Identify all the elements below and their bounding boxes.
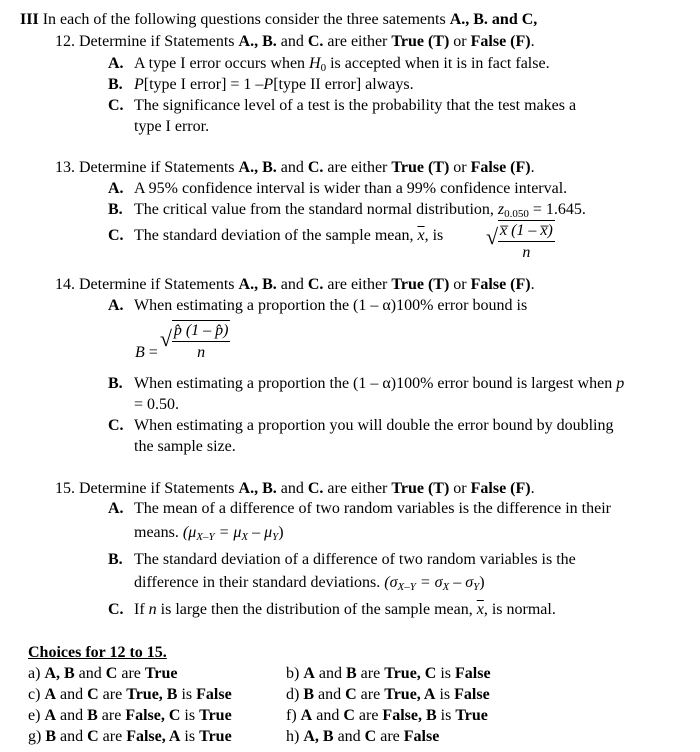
q14-formula: [135, 320, 230, 361]
choice-fragment: True, A: [384, 686, 436, 703]
b-symbol: B: [135, 344, 145, 362]
fraction-numerator: p̂ (1 – p̂): [172, 323, 231, 342]
q14-statement-c: [108, 418, 613, 434]
statement-text: The mean of a difference of two random variables is the difference in their: [134, 500, 611, 517]
statement-text: When estimating a proportion you will double the error bound by doubling: [134, 417, 614, 434]
choice-fragment: True: [455, 707, 488, 724]
statement-text: means.: [134, 524, 183, 541]
question-12-stem: [55, 34, 535, 50]
statement-label: A.: [108, 180, 124, 197]
formula-lhs: [135, 344, 162, 361]
q14-statement-a: [108, 298, 527, 314]
choice-fragment: False: [196, 686, 232, 703]
choice-item: [28, 687, 232, 703]
header-abc: A., B. and C,: [449, 11, 538, 28]
formula: – σ: [449, 574, 474, 591]
statement-label: A.: [108, 297, 124, 314]
determine-text: [79, 33, 535, 50]
stem-fragment: and: [276, 159, 308, 176]
choice-fragment: False: [403, 728, 440, 745]
stem-fragment: or: [449, 33, 471, 50]
subscript: X: [442, 581, 450, 593]
q13-statement-c: [108, 228, 443, 244]
statement-text: The standard deviation of a difference of two random variables is the: [134, 551, 576, 568]
choice-fragment: and: [56, 728, 88, 745]
q12-statement-c: [108, 98, 576, 114]
choice-fragment: is: [436, 665, 456, 682]
stem-fragment: .: [530, 480, 535, 497]
choice-item: [286, 729, 439, 745]
stem-fragment: A., B.: [238, 33, 277, 50]
choice-fragment: and: [314, 665, 346, 682]
stem-fragment: Determine if Statements: [79, 159, 239, 176]
choice-item: [28, 729, 232, 745]
stem-fragment: and: [276, 33, 308, 50]
stem-fragment: False (F): [470, 276, 531, 293]
stem-fragment: are either: [323, 33, 392, 50]
choice-fragment: False: [455, 665, 491, 682]
section-numeral: III: [20, 11, 39, 28]
stem-fragment: A., B.: [238, 276, 277, 293]
stem-fragment: C.: [307, 276, 324, 293]
h-symbol: H: [309, 55, 321, 72]
stem-fragment: True (T): [391, 159, 450, 176]
choice-fragment: is: [180, 707, 200, 724]
choice-fragment: and: [74, 665, 106, 682]
stem-fragment: .: [530, 33, 535, 50]
choice-fragment: b): [286, 665, 304, 682]
q14-statement-c-cont: the sample size.: [134, 438, 236, 455]
q15-statement-a: [108, 501, 611, 517]
choice-fragment: g): [28, 728, 46, 745]
choice-fragment: A: [44, 686, 56, 703]
stem-fragment: True (T): [391, 33, 450, 50]
question-number: 12.: [55, 33, 75, 50]
choice-fragment: C: [343, 707, 355, 724]
statement-text: [type II error] always.: [273, 76, 414, 93]
choice-fragment: A, B: [44, 665, 75, 682]
q14-statement-b: [108, 376, 624, 392]
formula: = μ: [214, 524, 242, 541]
q12-statement-c-cont: type I error.: [134, 118, 210, 135]
sqrt-wrap: [159, 320, 231, 361]
statement-label: C.: [108, 417, 124, 434]
formula: – μ: [248, 524, 273, 541]
statement-text: , is: [424, 227, 444, 244]
fraction: [498, 220, 555, 261]
q15-statement-b-cont: [134, 575, 485, 591]
choice-fragment: and: [312, 707, 344, 724]
choice-fragment: A: [303, 665, 315, 682]
statement-label: A.: [108, 500, 124, 517]
stem-fragment: or: [449, 480, 471, 497]
fraction-denominator: n: [197, 344, 206, 361]
choice-fragment: are: [376, 728, 404, 745]
stem-fragment: True (T): [391, 480, 450, 497]
stem-fragment: .: [530, 276, 535, 293]
determine-text: [79, 276, 535, 293]
formula: = σ: [415, 574, 443, 591]
statement-text: A type I error occurs when: [134, 55, 310, 72]
subscript: X–Y: [196, 531, 215, 543]
stem-fragment: True (T): [391, 276, 450, 293]
q13-statement-b: [108, 202, 586, 218]
statement-label: B.: [108, 201, 123, 218]
choice-fragment: True, B: [126, 686, 178, 703]
statement-label: C.: [108, 227, 124, 244]
stem-fragment: and: [276, 276, 308, 293]
q15-statement-a-cont: [134, 525, 284, 541]
equals: =: [144, 344, 162, 362]
choice-fragment: are: [98, 728, 127, 745]
choices-title: Choices for 12 to 15.: [28, 644, 167, 661]
choice-fragment: False, C: [125, 707, 181, 724]
choice-fragment: B: [45, 728, 56, 745]
statement-text: The critical value from the standard normal distribution,: [134, 201, 498, 218]
formula: (μ: [182, 524, 197, 541]
choice-fragment: is: [435, 686, 455, 703]
header-text: In each of the following questions consider the three satements: [38, 11, 450, 28]
p-symbol: P: [263, 76, 274, 93]
statement-text: The standard deviation of the sample mean,: [134, 227, 418, 244]
h-subscript: 0: [320, 62, 327, 74]
statement-label: B.: [108, 375, 123, 392]
q15-statement-c: [108, 602, 556, 618]
stem-fragment: are either: [323, 276, 392, 293]
statement-text: , is normal.: [483, 601, 556, 618]
determine-text: [79, 159, 535, 176]
section-header: [20, 12, 537, 28]
question-number: 15.: [55, 480, 75, 497]
statement-label: A.: [108, 55, 124, 72]
q13-statement-a: [108, 181, 567, 197]
choice-fragment: and: [314, 686, 346, 703]
choice-fragment: True: [199, 707, 232, 724]
formula: ): [479, 574, 485, 591]
stem-fragment: or: [449, 159, 471, 176]
choice-fragment: False, A: [126, 728, 181, 745]
choice-fragment: C: [345, 686, 357, 703]
stem-fragment: C.: [307, 33, 324, 50]
stem-fragment: C.: [307, 480, 324, 497]
radical-sign: √: [159, 326, 172, 351]
q13-sqrt-formula: [486, 220, 555, 261]
stem-fragment: A., B.: [238, 480, 277, 497]
radical-sign: √: [486, 224, 499, 249]
statement-text: When estimating a proportion the (1 – α)100% error bound is: [134, 297, 528, 314]
statement-label: C.: [108, 601, 124, 618]
statement-text: is accepted when it is in fact false.: [326, 55, 550, 72]
statement-text: If: [134, 601, 149, 618]
choice-item: [28, 666, 177, 682]
xbar-symbol: $\overline{x}$: [417, 227, 425, 244]
choice-fragment: C: [364, 728, 377, 745]
n-symbol: n: [148, 601, 157, 618]
choice-fragment: are: [356, 665, 385, 682]
choice-item: [28, 708, 232, 724]
subscript: X–Y: [397, 581, 416, 593]
statement-text: = 1.645.: [528, 201, 586, 218]
statement-text: The significance level of a test is the probability that the test makes a: [134, 97, 577, 114]
choice-fragment: is: [177, 686, 197, 703]
choice-fragment: B: [87, 707, 98, 724]
stem-fragment: Determine if Statements: [79, 33, 239, 50]
choice-fragment: True, C: [384, 665, 437, 682]
choice-fragment: False, B: [382, 707, 437, 724]
choice-fragment: and: [333, 728, 365, 745]
choice-fragment: e): [28, 707, 45, 724]
subscript: Y: [272, 531, 279, 543]
choice-fragment: B: [303, 686, 314, 703]
question-number: 14.: [55, 276, 75, 293]
choice-fragment: A: [300, 707, 313, 724]
choice-item: [286, 687, 490, 703]
question-13-stem: [55, 160, 535, 176]
xbar-symbol: $\overline{x}$: [476, 601, 484, 618]
statement-text: When estimating a proportion the (1 – α)100% error bound is largest when: [134, 375, 617, 392]
choice-fragment: are: [117, 665, 145, 682]
choice-fragment: and: [56, 707, 88, 724]
fraction-denominator: n: [522, 244, 531, 261]
choice-fragment: True: [199, 728, 232, 745]
choice-fragment: c): [28, 686, 45, 703]
choice-item: [286, 708, 488, 724]
stem-fragment: False (F): [470, 480, 531, 497]
statement-label: B.: [108, 551, 123, 568]
subscript: Y: [473, 581, 480, 593]
choice-fragment: are: [97, 707, 126, 724]
z-subscript: 0.050: [504, 208, 529, 220]
q12-statement-b: [108, 77, 414, 93]
choice-fragment: are: [354, 707, 383, 724]
stem-fragment: or: [449, 276, 471, 293]
choice-fragment: A, B: [303, 728, 334, 745]
z-symbol: z: [497, 201, 505, 218]
choice-fragment: True: [144, 665, 178, 682]
stem-fragment: Determine if Statements: [79, 480, 239, 497]
stem-fragment: Determine if Statements: [79, 276, 239, 293]
q14-statement-b-cont: = 0.50.: [134, 396, 180, 413]
statement-label: C.: [108, 97, 124, 114]
p-symbol: P: [134, 76, 144, 93]
choice-fragment: C: [87, 728, 99, 745]
question-number: 13.: [55, 159, 75, 176]
q15-statement-b: [108, 552, 576, 568]
choice-fragment: and: [56, 686, 88, 703]
formula: (σ: [384, 574, 398, 591]
statement-label: B.: [108, 76, 123, 93]
p-symbol: p: [616, 375, 625, 392]
stem-fragment: False (F): [470, 159, 531, 176]
choice-fragment: a): [28, 665, 45, 682]
statement-text: difference in their standard deviations.: [134, 574, 385, 591]
formula: ): [278, 524, 284, 541]
stem-fragment: are either: [323, 159, 392, 176]
subscript: X: [241, 531, 249, 543]
choice-fragment: C: [87, 686, 99, 703]
choice-fragment: f): [286, 707, 301, 724]
stem-fragment: are either: [323, 480, 392, 497]
fraction: [172, 320, 231, 361]
stem-fragment: and: [276, 480, 308, 497]
statement-text: [type I error] = 1 –: [143, 76, 264, 93]
question-15-stem: [55, 481, 535, 497]
question-14-stem: [55, 277, 535, 293]
choice-fragment: B: [346, 665, 357, 682]
fraction-numerator: x̅ (1 – x̅): [498, 223, 555, 242]
choice-fragment: are: [356, 686, 385, 703]
choice-item: [286, 666, 491, 682]
choice-fragment: are: [98, 686, 127, 703]
choice-fragment: is: [180, 728, 200, 745]
determine-text: [79, 480, 535, 497]
statement-text: is large then the distribution of the sample mean,: [156, 601, 477, 618]
stem-fragment: A., B.: [238, 159, 277, 176]
statement-text: A 95% confidence interval is wider than a 99% confidence interval.: [134, 180, 568, 197]
choice-fragment: A: [44, 707, 56, 724]
q12-statement-a: [108, 56, 550, 72]
choice-fragment: h): [286, 728, 304, 745]
stem-fragment: False (F): [470, 33, 531, 50]
choice-fragment: C: [105, 665, 118, 682]
choice-fragment: False: [454, 686, 490, 703]
choice-fragment: is: [436, 707, 456, 724]
stem-fragment: C.: [307, 159, 324, 176]
choice-fragment: d): [286, 686, 304, 703]
stem-fragment: .: [530, 159, 535, 176]
